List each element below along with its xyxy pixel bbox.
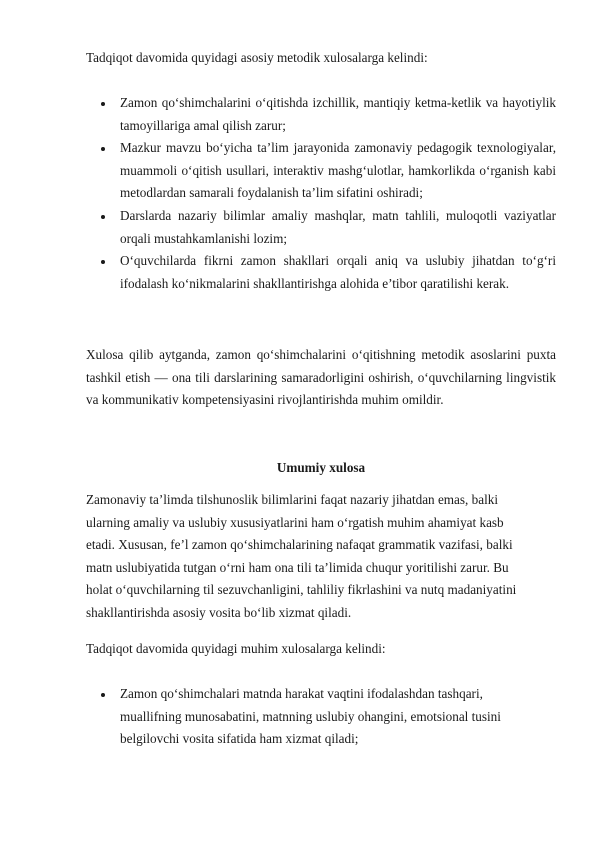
list-item-text: Darslarda nazariy bilimlar amaliy mashqlar, matn tahlili, muloqotli vaziyatlar orqali mustahkamlanishi lozim; [120, 207, 556, 246]
list-item [86, 250, 556, 295]
list-item [86, 205, 556, 250]
intro-paragraph-2: Tadqiqot davomida quyidagi muhim xulosalarga kelindi: [86, 641, 386, 656]
list-item [86, 683, 526, 751]
bullet-icon [101, 693, 105, 697]
bullet-icon [101, 260, 105, 264]
general-conclusion-paragraph: Zamonaviy ta’limda tilshunoslik bilimlarini faqat nazariy jihatdan emas, balki ularning amaliy va uslubiy xususiyatlarini ham o‘rgatish muhim ahamiyat kasb etadi. Xususan, fe’l zamon qo‘shimchalarining nafaqat grammatik vazifasi, balki matn uslubiyatida tutgan o‘rni ham ona tili ta’limida chuqur yoritilishi zarur. Bu holat o‘quvchilarning til sezuvchanligini, tahliliy fikrlashini va nutq madaniyatini shakllantirishda asosiy vosita bo‘lib xizmat qiladi. [86, 492, 517, 620]
bullet-icon [101, 147, 105, 151]
method-conclusions-list [86, 92, 556, 295]
list-item-text: Mazkur mavzu bo‘yicha ta’lim jarayonida zamonaviy pedagogik texnologiyalar, muammoli o‘qitish usullari, interaktiv mashg‘ulotlar, hamkorlikda o‘rganish kabi metodlardan samarali foydalanish ta’lim sifatini oshiradi; [120, 140, 556, 201]
list-item [86, 92, 556, 137]
list-item-text: Zamon qo‘shimchalari matnda harakat vaqtini ifodalashdan tashqari, muallifning munosabatini, matnning uslubiy ohangini, emotsional tusini belgilovchi vosita sifatida ham xizmat qiladi; [120, 686, 501, 747]
bullet-icon [101, 215, 105, 219]
section-heading: Umumiy xulosa [276, 460, 366, 475]
list-item-text: Zamon qo‘shimchalarini o‘qitishda izchillik, mantiqiy ketma-ketlik va hayotiylik tamoyillariga amal qilish zarur; [120, 95, 556, 133]
conclusion-paragraph: Xulosa qilib aytganda, zamon qo‘shimchalarini o‘qitishning metodik asoslarini puxta tashkil etish — ona tili darslarining samaradorligini oshirish, o‘quvchilarning lingvistik va kommunikativ kompetensiyasini rivojlantirishda muhim omildir. [86, 347, 556, 408]
bullet-icon [101, 102, 105, 106]
list-item [86, 137, 556, 205]
intro-paragraph-1: Tadqiqot davomida quyidagi asosiy metodik xulosalarga kelindi: [86, 50, 428, 65]
list-item-text: O‘quvchilarda fikrni zamon shakllari orqali aniq va uslubiy jihatdan to‘g‘ri ifodalash ko‘nikmalarini shakllantirishga alohida e’tibor qaratilishi kerak. [120, 253, 556, 291]
key-conclusions-list [86, 683, 526, 751]
